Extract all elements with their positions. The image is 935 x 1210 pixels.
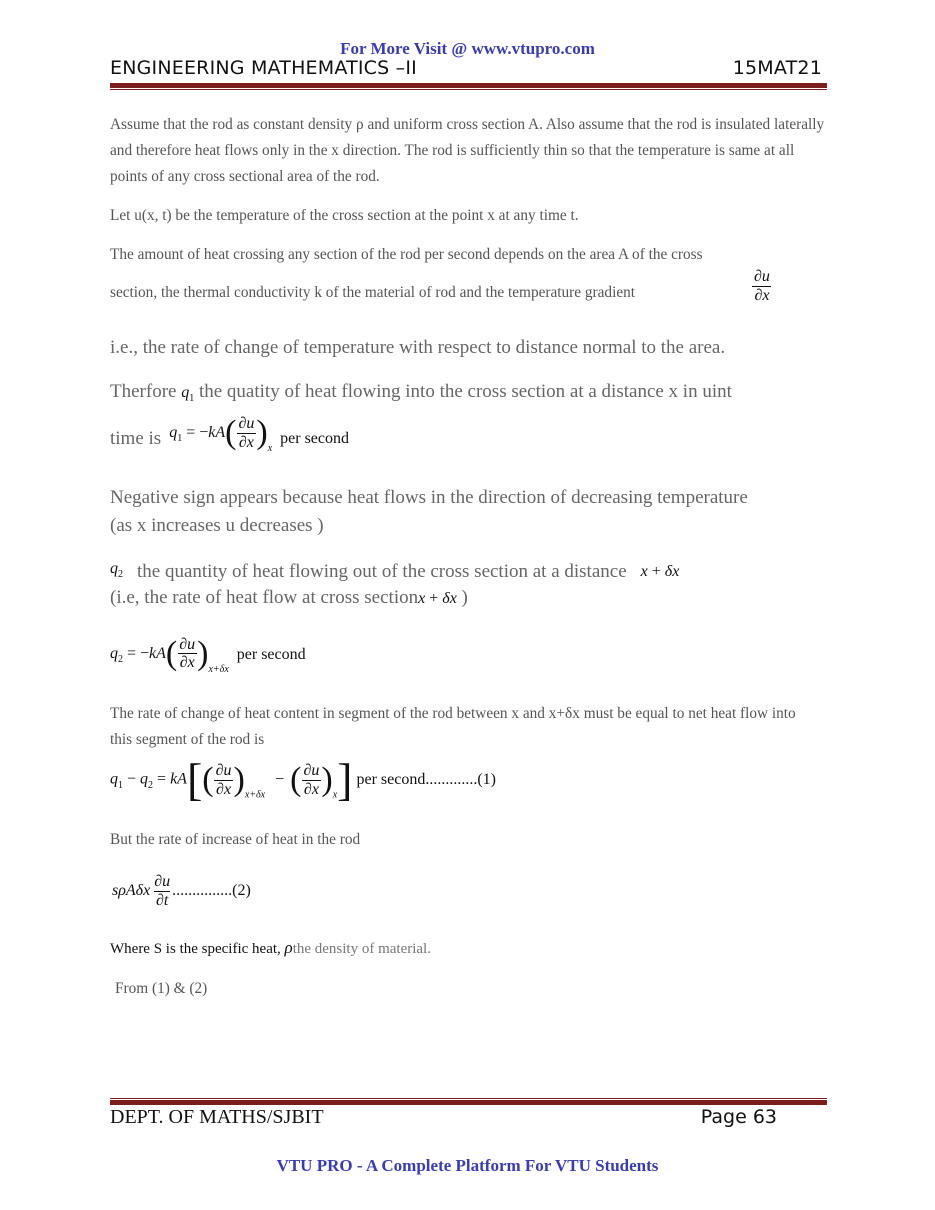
paragraph-q1-line1: [110, 378, 830, 413]
paragraph-rate-increase: But the rate of increase of heat in the rod: [110, 831, 361, 848]
paragraph-negative-sign: Negative sign appears because heat flows in the direction of decreasing temperature (as x increases u decreases ): [110, 487, 748, 536]
equation-q2: $q_2 = -kA$( $\frac{\partial u}{\partial x}$ )$_{x+\delta x}$ per second: [110, 634, 306, 675]
equation-q1: time is $q_1 = -kA$( $\frac{\partial u}{\partial x}$ )$_x$ per second: [110, 414, 349, 454]
q2-description: the quantity of heat flowing out of the cross section at a distance: [137, 561, 627, 583]
header-course-code: 15MAT21: [732, 57, 822, 79]
equation-1: $q_1 - q_2 = kA$[( $\frac{\partial u}{\partial x}$ )$_{x+\delta x}$ − ( $\frac{\partial u}{\partial x}$ )$_x$] per second.............(1): [110, 754, 496, 805]
paragraph-heat-amount-line2: section, the thermal conductivity k of the material of rod and the temperature gradient: [110, 284, 636, 301]
header-rule-thin: [110, 89, 827, 90]
equation-1-label: per second.............(1): [356, 771, 496, 788]
q2-rate-text: (i.e, the rate of heat flow at cross section: [110, 587, 419, 608]
paragraph-net-heat: The rate of change of heat content in segment of the rod between x and x+δx must be equal to net heat flow into this segment of the rod is: [110, 705, 796, 748]
bottom-platform-link[interactable]: VTU PRO - A Complete Platform For VTU Students: [276, 1156, 659, 1175]
paragraph-q2-line2: (i.e, the rate of heat flow at cross sectionx + δx ): [110, 587, 468, 608]
footer-rule: [110, 1100, 827, 1105]
paragraph-temperature-definition: Let u(x, t) be the temperature of the cross section at the point x at any time t.: [110, 207, 579, 224]
paragraph-from-1-2: From (1) & (2): [115, 980, 208, 997]
gradient-fraction: $\frac{\partial u}{\partial x}$: [754, 268, 770, 304]
specific-heat-text: Where S is the specific heat,: [110, 941, 281, 957]
q2-close-paren: ): [461, 587, 468, 608]
footer-department: DEPT. OF MATHS/SJBIT: [110, 1106, 324, 1128]
density-text: the density of material.: [292, 941, 431, 957]
paragraph-rate-of-change: i.e., the rate of change of temperature with respect to distance normal to the area.: [110, 337, 726, 358]
therefore-word: Therfore: [110, 381, 177, 402]
equation-2: sρAδx $\frac{\partial u}{\partial t}$ ...............(2): [112, 872, 251, 909]
paragraph-q2-line1: $q_2$ the quantity of heat flowing out of the cross section at a distance x + δx: [110, 555, 830, 589]
footer-rule-thin: [110, 1098, 827, 1099]
paragraph-specific-heat: Where S is the specific heat, ρthe density of material.: [110, 938, 431, 957]
per-second-q1: per second: [280, 430, 349, 447]
footer-page-number: Page 63: [700, 1106, 777, 1128]
time-is-text: time is: [110, 428, 162, 449]
header-rule: [110, 83, 827, 88]
paragraph-assumptions: Assume that the rod as constant density ρ and uniform cross section A. Also assume that the rod is insulated laterally and therefore heat flows only in the x direction. The rod is sufficiently thin so that the temperature is same at all points of any cross sectional area of the rod.: [110, 116, 825, 185]
header-subject-title: ENGINEERING MATHEMATICS –II: [110, 57, 417, 79]
q1-symbol: $q_1$: [181, 384, 195, 405]
paragraph-heat-amount-line1: The amount of heat crossing any section of the rod per second depends on the area A of the cross: [110, 246, 703, 263]
per-second-q2: per second: [236, 646, 306, 663]
equation-2-label: ...............(2): [172, 882, 251, 899]
q1-description: the quatity of heat flowing into the cross section at a distance x in uint: [198, 381, 732, 402]
top-website-link[interactable]: For More Visit @ www.vtupro.com: [340, 39, 595, 58]
